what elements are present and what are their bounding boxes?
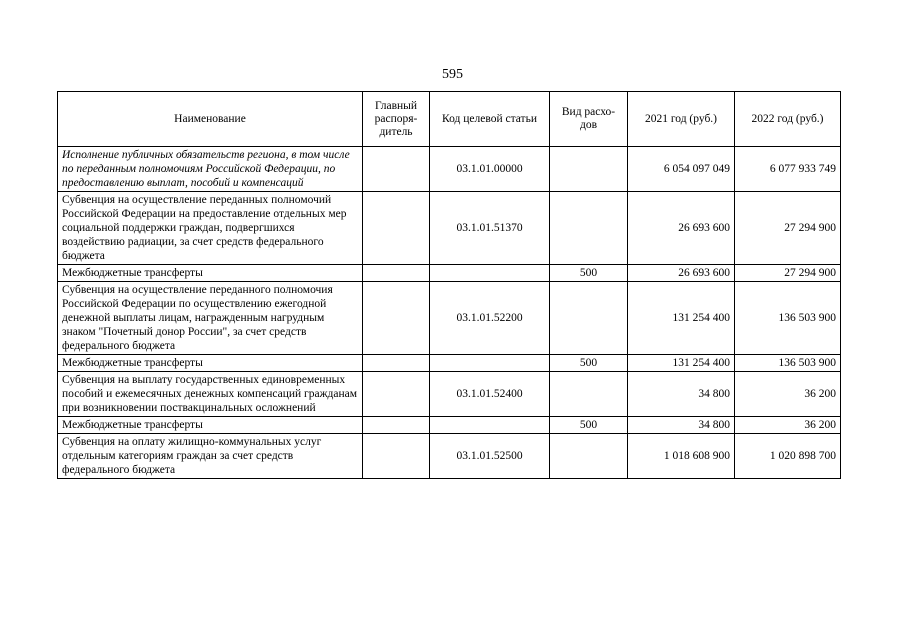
header-name: Наименование [58, 92, 363, 147]
cell-manager [363, 355, 430, 372]
table-body [58, 147, 841, 479]
cell-manager [363, 265, 430, 282]
header-2021: 2021 год (руб.) [628, 92, 735, 147]
cell-code: 03.1.01.00000 [430, 147, 550, 192]
header-2022: 2022 год (руб.) [735, 92, 841, 147]
cell-2021: 6 054 097 049 [628, 147, 735, 192]
cell-name: Субвенция на оплату жилищно-коммунальных услуг отдельным категориям граждан за счет средств федерального бюджета [58, 434, 363, 479]
cell-2021: 131 254 400 [628, 282, 735, 355]
cell-2021: 34 800 [628, 372, 735, 417]
cell-code: 03.1.01.52200 [430, 282, 550, 355]
header-code: Код целевой статьи [430, 92, 550, 147]
cell-2022: 27 294 900 [735, 192, 841, 265]
cell-name: Исполнение публичных обязательств региона, в том числе по переданным полномочиям Российской Федерации, по предоставлению выплат, пособий и компенсаций [58, 147, 363, 192]
cell-name: Межбюджетные трансферты [58, 355, 363, 372]
cell-2022: 6 077 933 749 [735, 147, 841, 192]
cell-2021: 26 693 600 [628, 265, 735, 282]
cell-name: Межбюджетные трансферты [58, 417, 363, 434]
cell-kind: 500 [550, 417, 628, 434]
cell-name: Субвенция на осуществление переданных полномочий Российской Федерации на предоставление отдельных мер социальной поддержки граждан, подвергшихся воздействию радиации, за счет средств федерального бюджета [58, 192, 363, 265]
cell-name: Субвенция на выплату государственных единовременных пособий и ежемесячных денежных компенсаций гражданам при возникновении поствакцинальных осложнений [58, 372, 363, 417]
cell-name: Субвенция на осуществление переданного полномочия Российской Федерации по осуществлению ежегодной денежной выплаты лицам, награжденным нагрудным знаком "Почетный донор России", за счет средств федерального бюджета [58, 282, 363, 355]
page-number: 595 [442, 67, 463, 82]
header-manager: Главный распоря-дитель [363, 92, 430, 147]
budget-table [57, 91, 841, 479]
table-row [58, 265, 841, 282]
cell-code [430, 355, 550, 372]
cell-kind [550, 434, 628, 479]
cell-2022: 136 503 900 [735, 355, 841, 372]
table-row [58, 372, 841, 417]
cell-2022: 36 200 [735, 372, 841, 417]
cell-manager [363, 417, 430, 434]
cell-kind: 500 [550, 355, 628, 372]
cell-manager [363, 282, 430, 355]
cell-manager [363, 372, 430, 417]
table-row [58, 417, 841, 434]
cell-2021: 1 018 608 900 [628, 434, 735, 479]
cell-code: 03.1.01.51370 [430, 192, 550, 265]
cell-2021: 26 693 600 [628, 192, 735, 265]
table-row [58, 192, 841, 265]
cell-kind [550, 147, 628, 192]
table-row [58, 282, 841, 355]
cell-kind: 500 [550, 265, 628, 282]
cell-2021: 34 800 [628, 417, 735, 434]
cell-2022: 27 294 900 [735, 265, 841, 282]
table-row [58, 434, 841, 479]
cell-kind [550, 192, 628, 265]
cell-code: 03.1.01.52500 [430, 434, 550, 479]
table-row [58, 355, 841, 372]
cell-2021: 131 254 400 [628, 355, 735, 372]
cell-code [430, 417, 550, 434]
table-row [58, 147, 841, 192]
cell-manager [363, 192, 430, 265]
cell-manager [363, 147, 430, 192]
cell-kind [550, 372, 628, 417]
cell-code [430, 265, 550, 282]
cell-kind [550, 282, 628, 355]
table-header-row [58, 92, 841, 147]
header-kind: Вид расхо-дов [550, 92, 628, 147]
cell-name: Межбюджетные трансферты [58, 265, 363, 282]
cell-2022: 1 020 898 700 [735, 434, 841, 479]
cell-2022: 136 503 900 [735, 282, 841, 355]
cell-manager [363, 434, 430, 479]
cell-2022: 36 200 [735, 417, 841, 434]
cell-code: 03.1.01.52400 [430, 372, 550, 417]
